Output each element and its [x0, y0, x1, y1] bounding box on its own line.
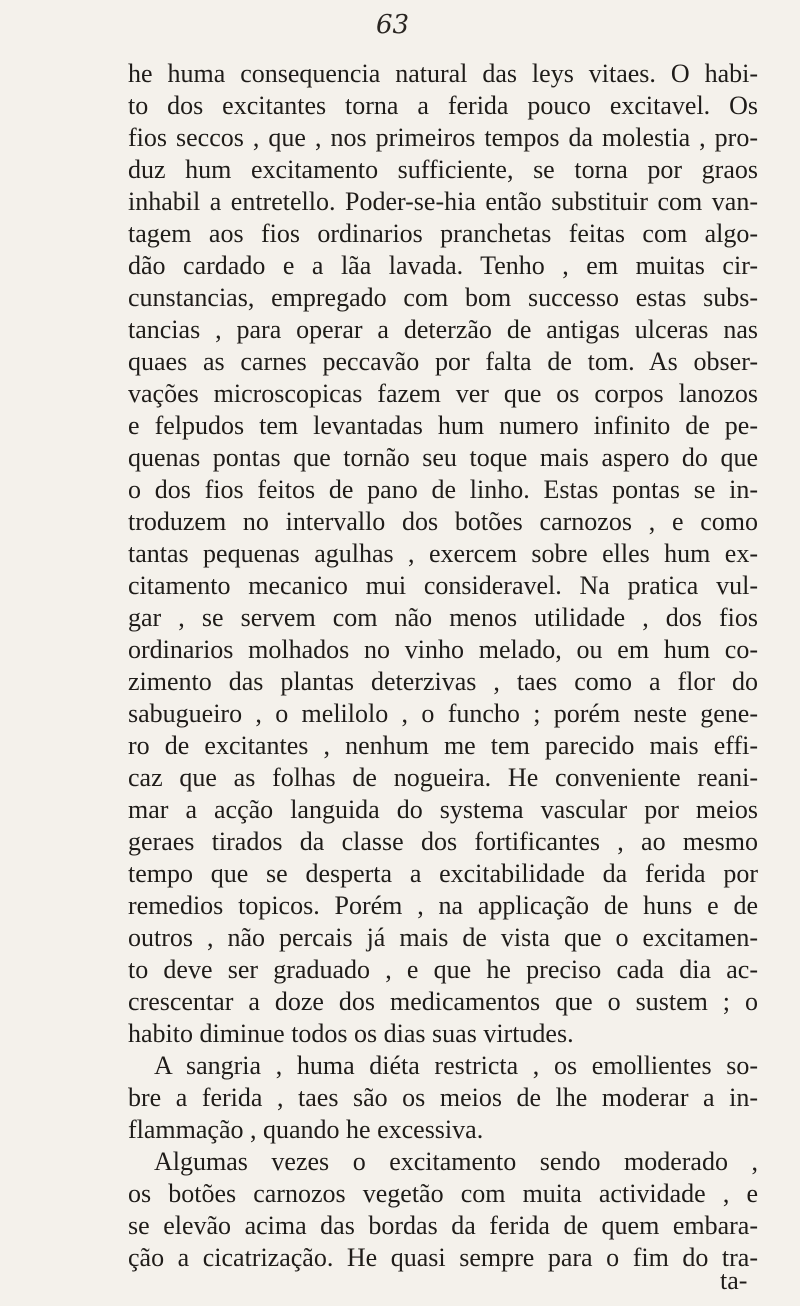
- text-line: bre a ferida , taes são os meios de lhe moderar a in-: [128, 1083, 758, 1112]
- text-line: dão cardado e a lãa lavada. Tenho , em muitas cir-: [128, 251, 758, 280]
- text-line: remedios topicos. Porém , na applicação de huns e de: [128, 891, 758, 920]
- text-line: he huma consequencia natural das leys vitaes. O habi-: [128, 59, 758, 88]
- text-line: fios seccos , que , nos primeiros tempos da molestia , pro-: [128, 123, 758, 152]
- text-line: tagem aos fios ordinarios pranchetas feitas com algo-: [128, 219, 758, 248]
- text-line: quenas pontas que tornão seu toque mais aspero do que: [128, 443, 758, 472]
- text-line: se elevão acima das bordas da ferida de quem embara-: [128, 1211, 758, 1240]
- text-line: A sangria , huma diéta restricta , os emollientes so-: [154, 1051, 758, 1080]
- text-line: e felpudos tem levantadas hum numero infinito de pe-: [128, 411, 758, 440]
- text-line: outros , não percais já mais de vista que o excitamen-: [128, 923, 758, 952]
- text-line: ro de excitantes , nenhum me tem parecido mais effi-: [128, 731, 758, 760]
- text-line: geraes tirados da classe dos fortificantes , ao mesmo: [128, 827, 758, 856]
- text-line: Algumas vezes o excitamento sendo moderado ,: [154, 1147, 758, 1176]
- text-line: caz que as folhas de nogueira. He conveniente reani-: [128, 763, 758, 792]
- text-line: ção a cicatrização. He quasi sempre para o fim do tra-: [128, 1243, 758, 1272]
- text-line: quaes as carnes peccavão por falta de tom. As obser-: [128, 347, 758, 376]
- text-line: flammação , quando he excessiva.: [128, 1115, 484, 1144]
- text-line: inhabil a entretello. Poder-se-hia então substituir com van-: [128, 187, 758, 216]
- text-line: cunstancias, empregado com bom successo estas subs-: [128, 283, 758, 312]
- text-line: to deve ser graduado , e que he preciso cada dia ac-: [128, 955, 758, 984]
- catchword: ta-: [720, 1266, 748, 1295]
- text-line: crescentar a doze dos medicamentos que o sustem ; o: [128, 987, 758, 1016]
- page-number: 63: [376, 10, 410, 40]
- text-line: ordinarios molhados no vinho melado, ou em hum co-: [128, 635, 758, 664]
- text-line: citamento mecanico mui consideravel. Na pratica vul-: [128, 571, 758, 600]
- text-line: troduzem no intervallo dos botões carnozos , e como: [128, 507, 758, 536]
- text-line: sabugueiro , o melilolo , o funcho ; porém neste gene-: [128, 699, 758, 728]
- text-line: mar a acção languida do systema vascular por meios: [128, 795, 758, 824]
- text-line: o dos fios feitos de pano de linho. Estas pontas se in-: [128, 475, 758, 504]
- text-line: vações microscopicas fazem ver que os corpos lanozos: [128, 379, 758, 408]
- text-line: duz hum excitamento sufficiente, se torna por graos: [128, 155, 758, 184]
- text-line: tancias , para operar a deterzão de antigas ulceras nas: [128, 315, 758, 344]
- text-line: habito diminue todos os dias suas virtudes.: [128, 1019, 574, 1048]
- text-line: tantas pequenas agulhas , exercem sobre elles hum ex-: [128, 539, 758, 568]
- text-line: gar , se servem com não menos utilidade , dos fios: [128, 603, 758, 632]
- text-line: to dos excitantes torna a ferida pouco excitavel. Os: [128, 91, 758, 120]
- body-text: [128, 58, 758, 1274]
- text-line: os botões carnozos vegetão com muita actividade , e: [128, 1179, 758, 1208]
- text-line: tempo que se desperta a excitabilidade da ferida por: [128, 859, 758, 888]
- text-line: zimento das plantas deterzivas , taes como a flor do: [128, 667, 758, 696]
